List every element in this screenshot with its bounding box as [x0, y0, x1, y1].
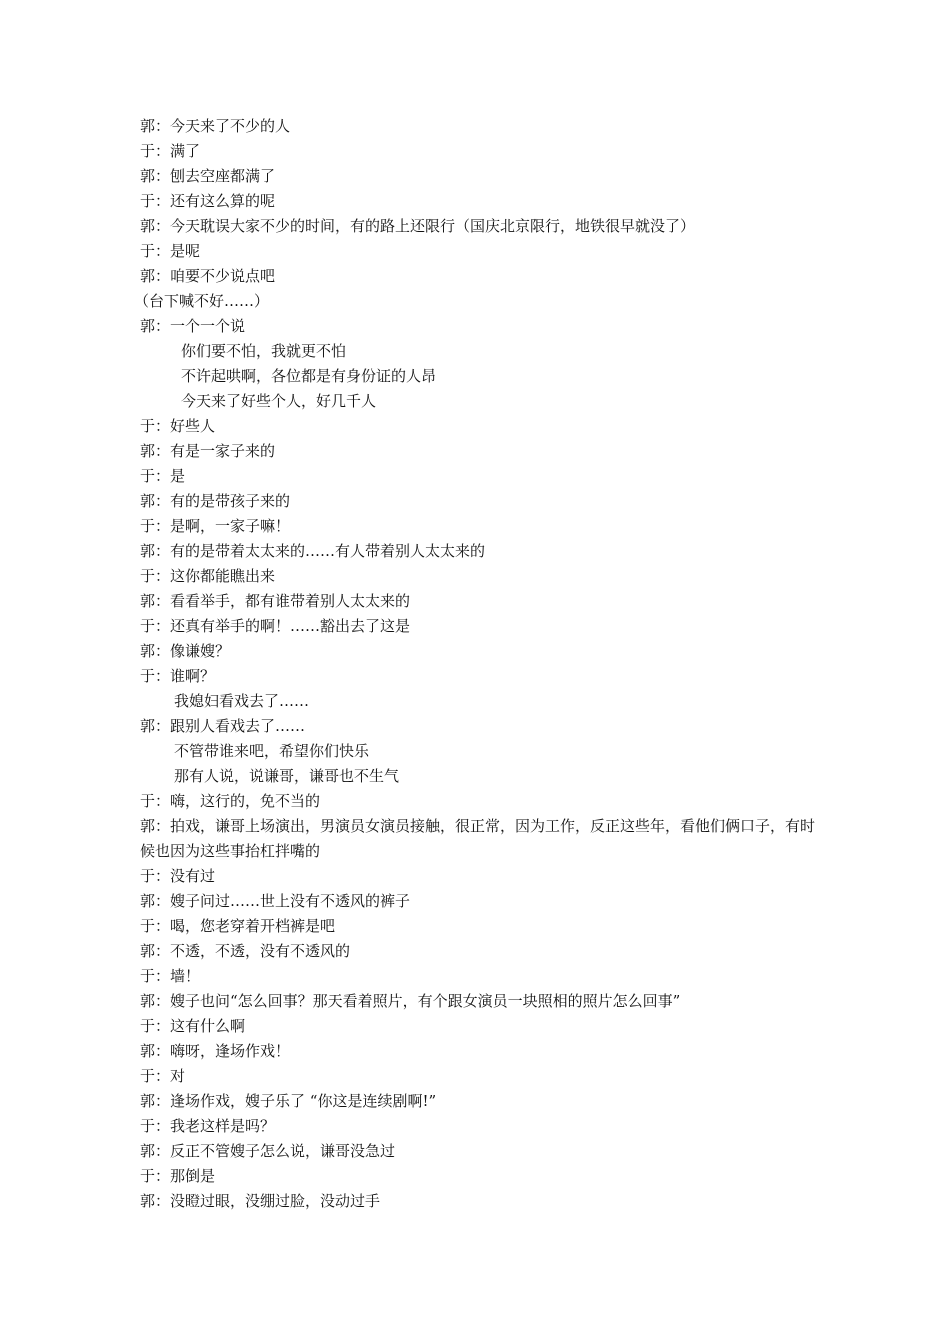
continuation-line: 我媳妇看戏去了……	[174, 692, 310, 710]
dialogue-line: 郭：咱要不少说点吧	[140, 267, 276, 285]
continuation-line: 不许起哄啊，各位都是有身份证的人昂	[181, 367, 437, 385]
dialogue-line: 于：还有这么算的呢	[140, 192, 276, 210]
dialogue-line: 于：是啊，一家子嘛！	[140, 517, 291, 535]
dialogue-line: 于：嗨，这行的，免不当的	[140, 792, 321, 810]
dialogue-line: 郭：有是一家子来的	[140, 442, 276, 460]
dialogue-line: 郭：像谦嫂？	[140, 642, 231, 660]
continuation-line: 你们要不怕，我就更不怕	[181, 342, 347, 360]
stage-direction: （台下喊不好……）	[134, 292, 270, 310]
dialogue-line: 郭：跟别人看戏去了……	[140, 717, 306, 735]
dialogue-line: 于：墙！	[140, 967, 201, 985]
dialogue-line: 郭：反正不管嫂子怎么说，谦哥没急过	[140, 1142, 396, 1160]
dialogue-line: 于：满了	[140, 142, 201, 160]
continuation-line: 不管带谁来吧，希望你们快乐	[174, 742, 370, 760]
dialogue-line: 于：我老这样是吗？	[140, 1117, 276, 1135]
dialogue-line: 郭：嗨呀，逢场作戏！	[140, 1042, 291, 1060]
dialogue-line: 于：喝，您老穿着开档裤是吧	[140, 917, 336, 935]
continuation-line: 今天来了好些个人，好几千人	[181, 392, 377, 410]
dialogue-line: 于：好些人	[140, 417, 216, 435]
dialogue-line: 郭：今天来了不少的人	[140, 117, 291, 135]
dialogue-line: 于：这有什么啊	[140, 1017, 246, 1035]
dialogue-line: 于：这你都能瞧出来	[140, 567, 276, 585]
dialogue-line: 郭：没瞪过眼，没绷过脸，没动过手	[140, 1192, 381, 1210]
dialogue-line: 郭：看看举手，都有谁带着别人太太来的	[140, 592, 411, 610]
dialogue-line: 郭：刨去空座都满了	[140, 167, 276, 185]
dialogue-line: 郭：拍戏，谦哥上场演出，男演员女演员接触，很正常，因为工作，反正这些年，看他们俩口子，有时候也因为这些事抬杠拌嘴的	[140, 817, 816, 860]
dialogue-line: 郭：有的是带着太太来的……有人带着别人太太来的	[140, 542, 486, 560]
dialogue-line: 于：没有过	[140, 867, 216, 885]
continuation-line: 那有人说，说谦哥，谦哥也不生气	[174, 767, 400, 785]
dialogue-script	[134, 114, 820, 1214]
dialogue-line: 于：那倒是	[140, 1167, 216, 1185]
dialogue-line: 于：谁啊？	[140, 667, 216, 685]
dialogue-line: 于：还真有举手的啊！……豁出去了这是	[140, 617, 411, 635]
dialogue-line: 郭：嫂子也问“怎么回事？那天看着照片，有个跟女演员一块照相的照片怎么回事”	[140, 992, 681, 1010]
dialogue-line: 于：是	[140, 467, 186, 485]
dialogue-line: 郭：逢场作戏，嫂子乐了 “你这是连续剧啊!”	[140, 1092, 437, 1110]
dialogue-line: 郭：不透，不透，没有不透风的	[140, 942, 351, 960]
dialogue-line: 郭：有的是带孩子来的	[140, 492, 291, 510]
dialogue-line: 郭：一个一个说	[140, 317, 246, 335]
dialogue-line: 于：对	[140, 1067, 186, 1085]
dialogue-line: 于：是呢	[140, 242, 201, 260]
dialogue-line: 郭：嫂子问过……世上没有不透风的裤子	[140, 892, 411, 910]
dialogue-line: 郭：今天耽误大家不少的时间，有的路上还限行（国庆北京限行，地铁很早就没了）	[140, 217, 696, 235]
